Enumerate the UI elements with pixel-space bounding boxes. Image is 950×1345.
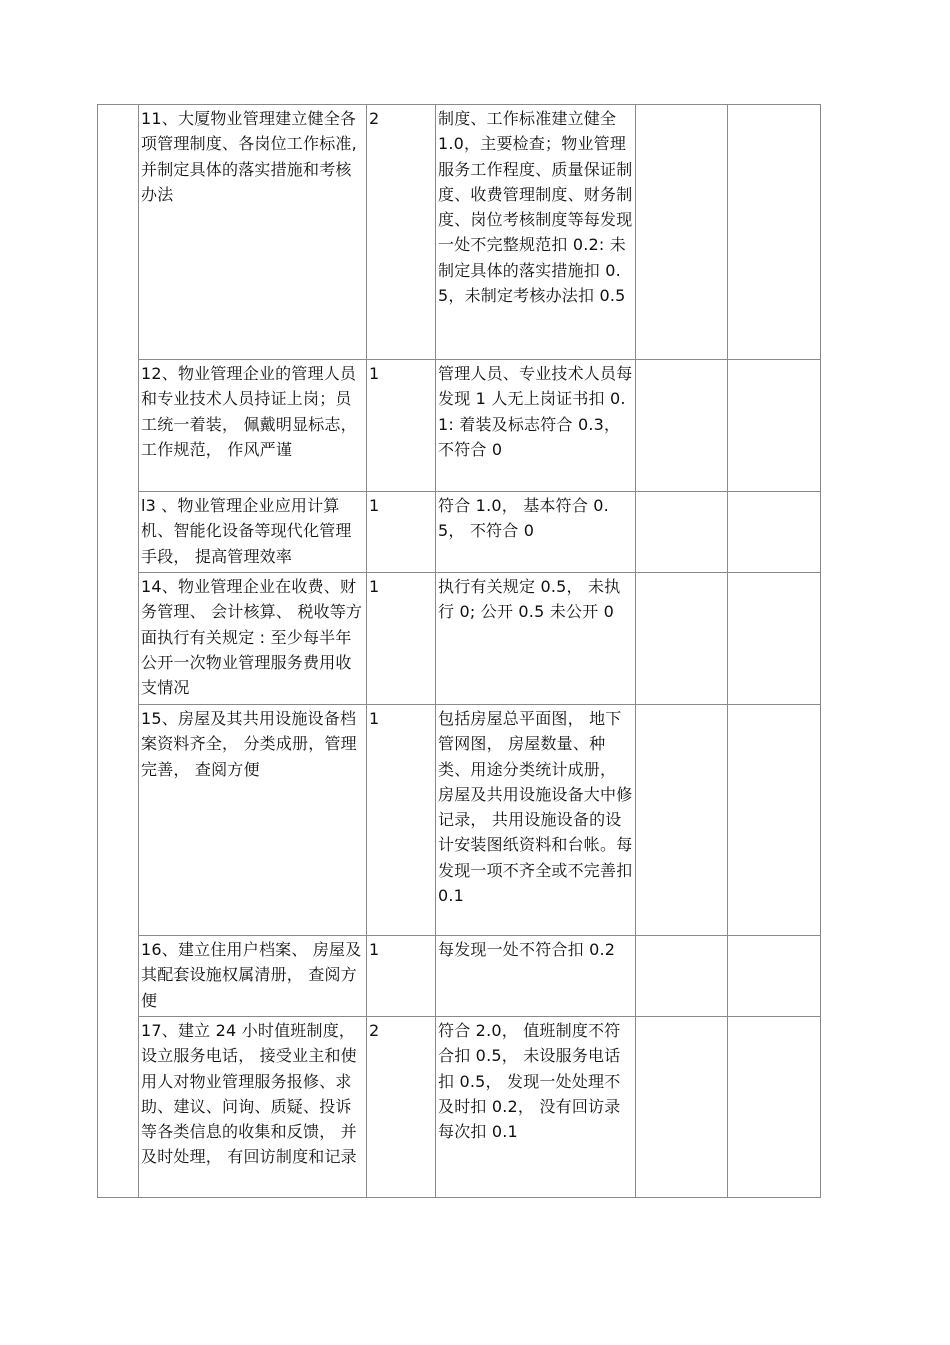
scoring-rule: 符合 1.0， 基本符合 0.5， 不符合 0	[436, 492, 636, 573]
self-assessment-cell	[636, 936, 728, 1017]
scoring-rule: 执行有关规定 0.5， 未执行 0; 公开 0.5 未公开 0	[436, 573, 636, 705]
actual-score-cell	[728, 492, 821, 573]
standard-score: 2	[367, 105, 436, 360]
standard-score: 1	[367, 705, 436, 936]
standard-score: 1	[367, 936, 436, 1017]
self-assessment-cell	[636, 705, 728, 936]
self-assessment-cell	[636, 1017, 728, 1198]
table-row	[98, 705, 821, 936]
actual-score-cell	[728, 936, 821, 1017]
standard-score: 2	[367, 1017, 436, 1198]
standard-score: 1	[367, 360, 436, 492]
item-description: 15、房屋及其共用设施设备档案资料齐全， 分类成册，管理完善， 查阅方便	[139, 705, 367, 936]
table-row	[98, 360, 821, 492]
category-cell	[98, 105, 139, 1198]
item-description: 12、物业管理企业的管理人员和专业技术人员持证上岗；员工统一着装， 佩戴明显标志， 工作规范， 作风严谨	[139, 360, 367, 492]
scoring-rule: 每发现一处不符合扣 0.2	[436, 936, 636, 1017]
actual-score-cell	[728, 1017, 821, 1198]
actual-score-cell	[728, 105, 821, 360]
scoring-rule: 符合 2.0， 值班制度不符合扣 0.5， 未设服务电话扣 0.5， 发现一处处理不及时扣 0.2， 没有回访录每次扣 0.1	[436, 1017, 636, 1198]
table-row	[98, 936, 821, 1017]
scoring-rule: 包括房屋总平面图， 地下管网图， 房屋数量、种类、用途分类统计成册， 房屋及共用设施设备大中修记录， 共用设施设备的设计安装图纸资料和台帐。每发现一项不齐全或不完善扣 0.1	[436, 705, 636, 936]
actual-score-cell	[728, 705, 821, 936]
item-description: 14、物业管理企业在收费、财务管理、 会计核算、 税收等方面执行有关规定 : 至少每半年公开一次物业管理服务费用收支情况	[139, 573, 367, 705]
assessment-table	[97, 104, 821, 1198]
table-row	[98, 105, 821, 360]
self-assessment-cell	[636, 573, 728, 705]
item-description: 16、建立住用户档案、 房屋及其配套设施权属清册， 查阅方便	[139, 936, 367, 1017]
scoring-rule: 制度、工作标准建立健全 1.0，主要检查；物业管理服务工作程度、质量保证制度、收费管理制度、财务制度、岗位考核制度等每发现一处不完整规范扣 0.2: 未制定具体的落实措施扣 0.5，未制定考核办法扣 0.5	[436, 105, 636, 360]
self-assessment-cell	[636, 492, 728, 573]
scoring-rule: 管理人员、专业技术人员每发现 1 人无上岗证书扣 0.1: 着装及标志符合 0.3， 不符合 0	[436, 360, 636, 492]
standard-score: 1	[367, 573, 436, 705]
item-description: l3 、物业管理企业应用计算机、智能化设备等现代化管理手段， 提高管理效率	[139, 492, 367, 573]
actual-score-cell	[728, 360, 821, 492]
self-assessment-cell	[636, 360, 728, 492]
actual-score-cell	[728, 573, 821, 705]
table-row	[98, 1017, 821, 1198]
item-description: 17、建立 24 小时值班制度，设立服务电话， 接受业主和使用人对物业管理服务报修、求助、建议、问询、质疑、投诉等各类信息的收集和反馈， 并及时处理， 有回访制度和记录	[139, 1017, 367, 1198]
standard-score: 1	[367, 492, 436, 573]
item-description: 11、大厦物业管理建立健全各项管理制度、各岗位工作标准, 并制定具体的落实措施和考核办法	[139, 105, 367, 360]
table-row	[98, 573, 821, 705]
self-assessment-cell	[636, 105, 728, 360]
table-row	[98, 492, 821, 573]
